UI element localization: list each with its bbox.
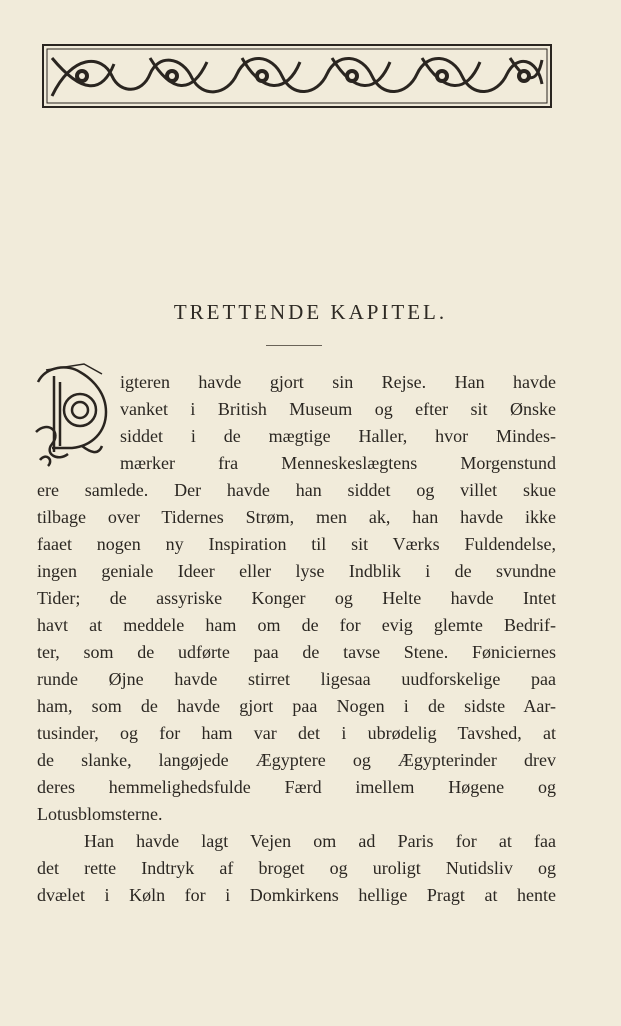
text-line: det rette Indtryk af broget og uroligt Nutidsliv og — [37, 858, 556, 878]
text-line: ingen geniale Ideer eller lyse Indblik i de svundne — [37, 561, 556, 581]
text-line: runde Øjne havde stirret ligesaa uudforskelige paa — [37, 669, 556, 689]
text-line: tusinder, og for ham var det i ubrødelig Tavshed, at — [37, 723, 556, 743]
text-line: igteren havde gjort sin Rejse. Han havde — [120, 372, 556, 392]
text-line: mærker fra Menneskeslægtens Morgenstund — [120, 453, 556, 473]
text-line: tilbage over Tidernes Strøm, men ak, han havde ikke — [37, 507, 556, 527]
text-line: de slanke, langøjede Ægyptere og Ægypterinder drev — [37, 750, 556, 770]
text-line: havt at meddele ham om de for evig glemte Bedrif- — [37, 615, 556, 635]
text-line: faaet nogen ny Inspiration til sit Værks Fuldendelse, — [37, 534, 556, 554]
text-line: ter, som de udførte paa de tavse Stene. Føniciernes — [37, 642, 556, 662]
decorated-drop-cap — [32, 360, 114, 470]
text-line: Han havde lagt Vejen om ad Paris for at faa — [84, 831, 556, 851]
text-line: deres hemmelighedsfulde Færd imellem Høgene og — [37, 777, 556, 797]
ornamental-headpiece — [42, 44, 552, 108]
chapter-heading: TRETTENDE KAPITEL. — [173, 300, 448, 324]
text-line: Lotusblomsterne. — [37, 804, 163, 824]
text-line: siddet i de mægtige Haller, hvor Mindes- — [120, 426, 556, 446]
text-line: Tider; de assyriske Konger og Helte havde Intet — [37, 588, 556, 608]
text-line: ere samlede. Der havde han siddet og villet skue — [37, 480, 556, 500]
heading-rule — [266, 345, 322, 346]
text-line: dvælet i Køln for i Domkirkens hellige Pragt at hente — [37, 885, 556, 905]
text-line: ham, som de havde gjort paa Nogen i de sidste Aar- — [37, 696, 556, 716]
text-line: vanket i British Museum og efter sit Ønske — [120, 399, 556, 419]
